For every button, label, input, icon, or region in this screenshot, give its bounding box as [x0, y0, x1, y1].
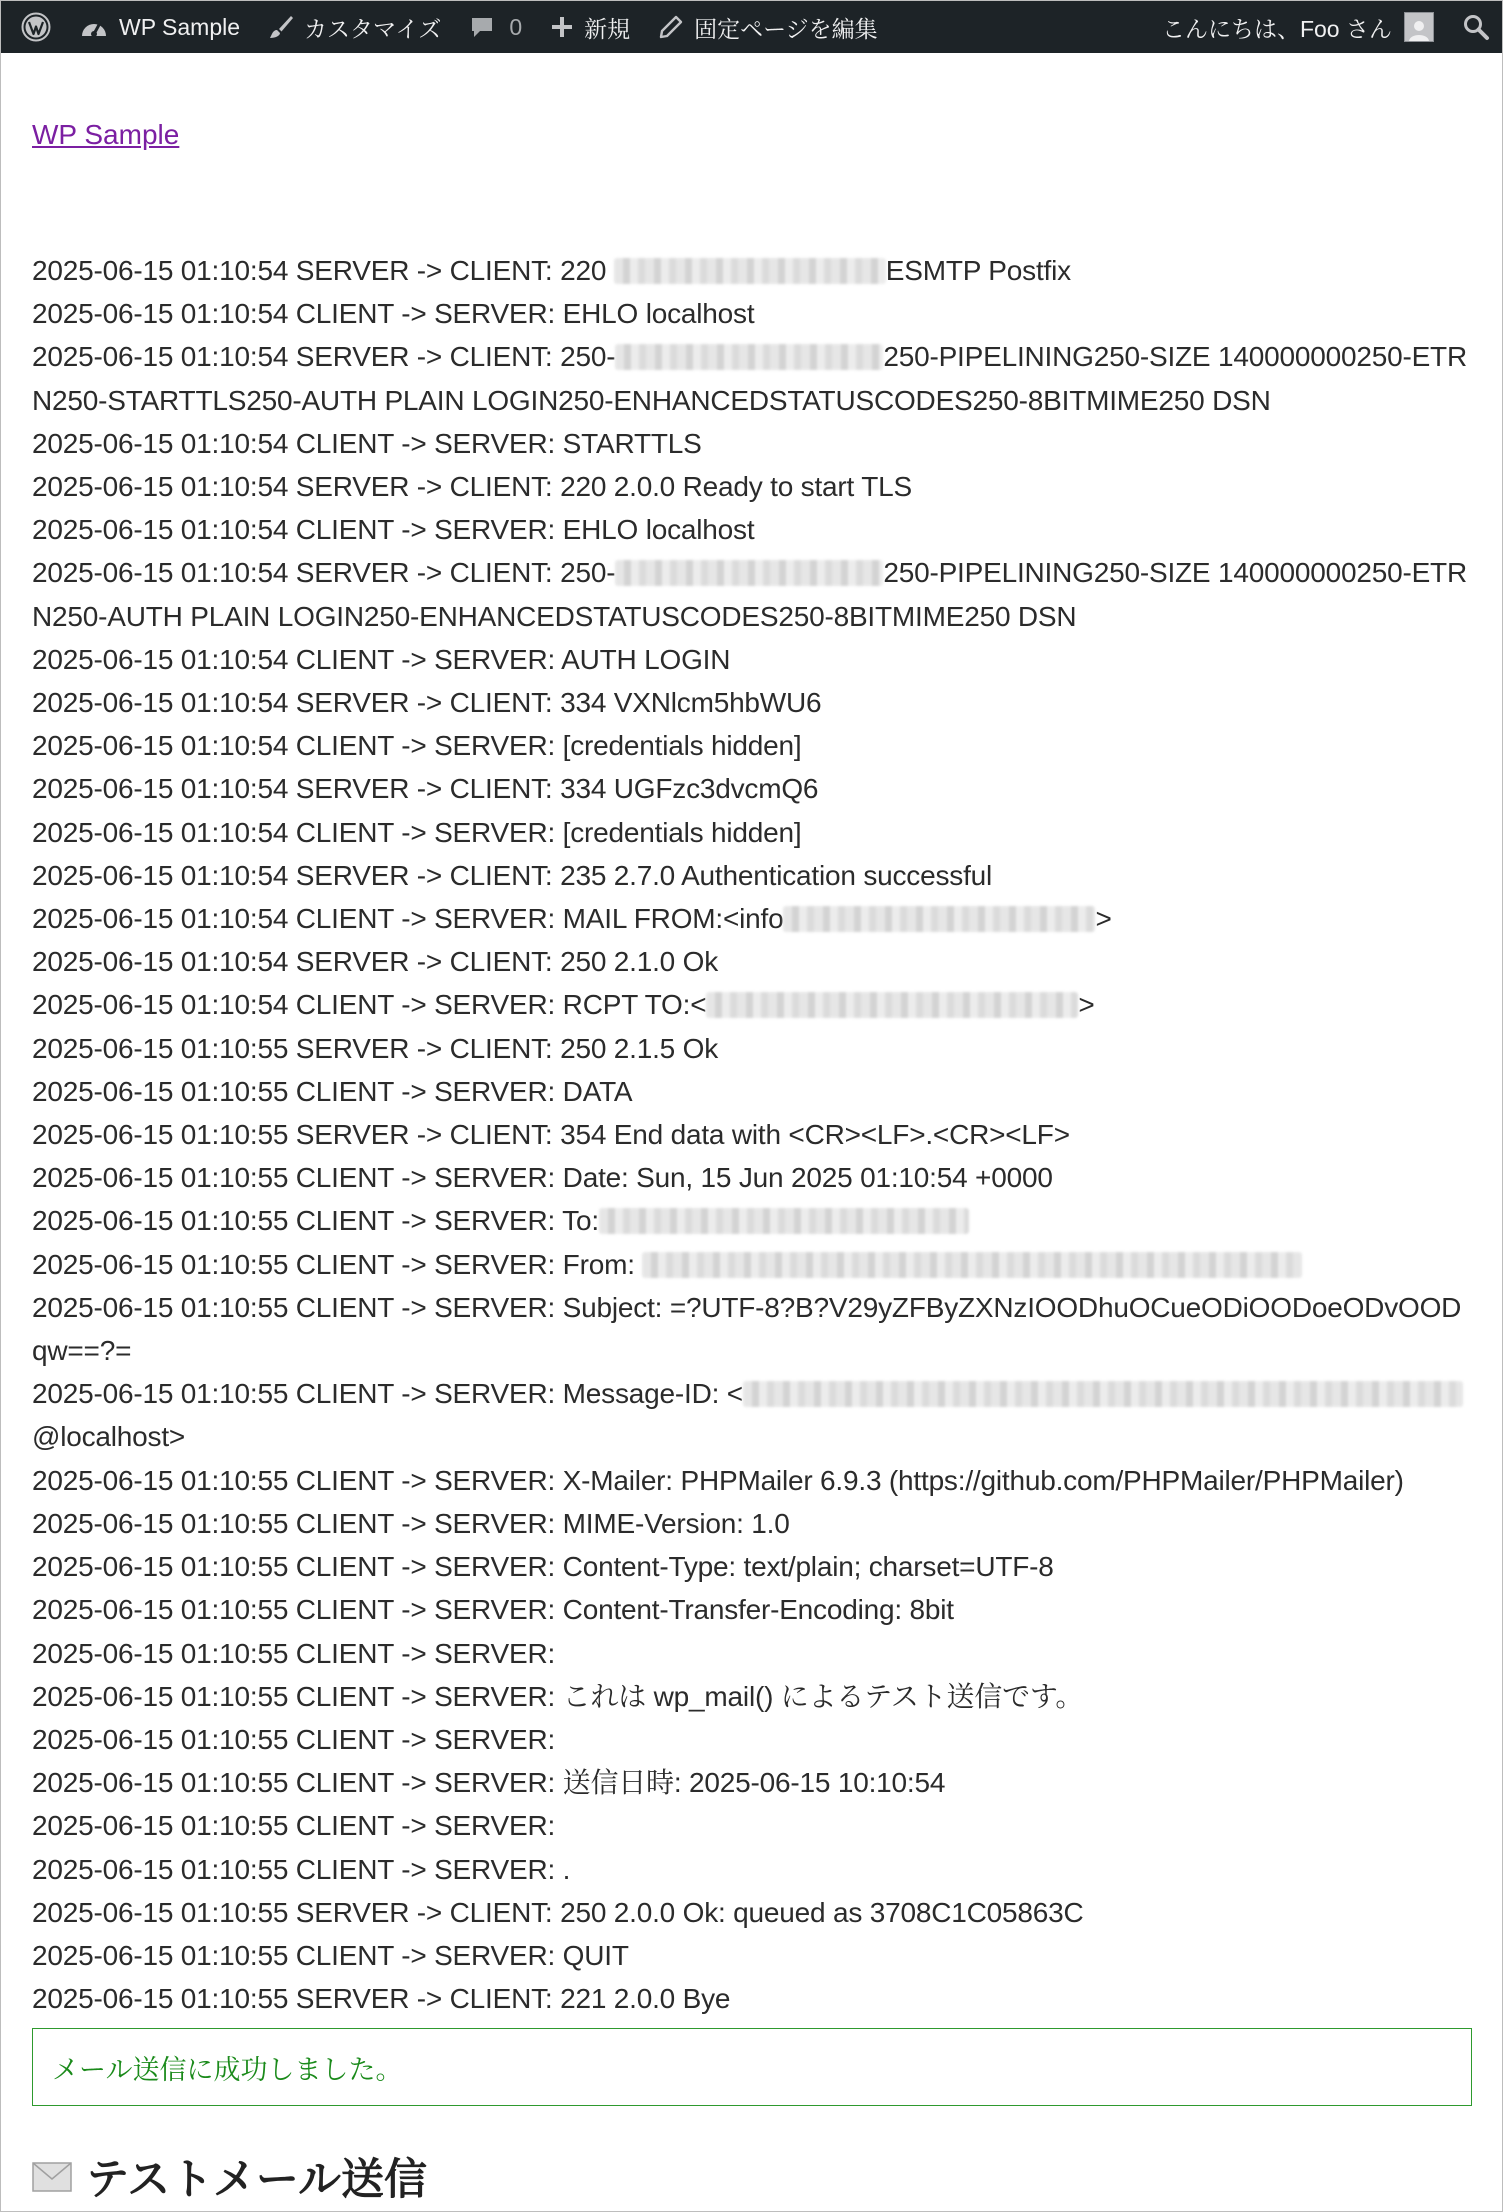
log-line — [32, 1199, 1472, 1242]
log-line — [32, 1372, 1472, 1458]
log-line — [32, 1632, 1472, 1675]
log-line — [32, 1977, 1472, 2020]
log-line — [32, 1718, 1472, 1761]
paintbrush-icon — [268, 14, 294, 40]
log-line-text: 2025-06-15 01:10:55 SERVER -> CLIENT: 221 2.0.0 Bye — [32, 1983, 731, 2015]
log-line — [32, 508, 1472, 551]
log-line — [32, 335, 1472, 421]
log-line-text: 2025-06-15 01:10:54 CLIENT -> SERVER: [credentials hidden] — [32, 730, 802, 762]
log-line-suffix: > — [1095, 903, 1112, 935]
redacted-text — [642, 1252, 1302, 1278]
log-line — [32, 897, 1472, 940]
section-heading — [32, 2146, 1472, 2207]
log-line — [32, 1588, 1472, 1631]
log-line-suffix: > — [1078, 989, 1095, 1021]
log-line — [32, 465, 1472, 508]
avatar — [1404, 12, 1434, 42]
log-line-text: 2025-06-15 01:10:55 CLIENT -> SERVER: DATA — [32, 1075, 633, 1107]
log-line — [32, 1286, 1472, 1372]
log-line-text: 2025-06-15 01:10:54 CLIENT -> SERVER: RCPT TO:< — [32, 989, 707, 1021]
log-line — [32, 1156, 1472, 1199]
log-line-text: 2025-06-15 01:10:54 SERVER -> CLIENT: 220 2.0.0 Ready to start TLS — [32, 471, 912, 503]
section-heading-text: テストメール送信 — [86, 2156, 427, 2205]
log-line — [32, 1804, 1472, 1847]
log-line — [32, 1891, 1472, 1934]
redacted-text — [615, 560, 883, 586]
log-line-text: 2025-06-15 01:10:55 CLIENT -> SERVER: Content-Transfer-Encoding: 8bit — [32, 1594, 954, 1626]
pencil-icon — [658, 14, 684, 40]
log-line — [32, 422, 1472, 465]
log-line-text: 2025-06-15 01:10:54 CLIENT -> SERVER: EHLO localhost — [32, 298, 755, 330]
comments-menu[interactable] — [455, 1, 536, 53]
log-line — [32, 940, 1472, 983]
log-line-text: 2025-06-15 01:10:54 SERVER -> CLIENT: 235 2.7.0 Authentication successful — [32, 859, 993, 891]
redacted-text — [615, 344, 883, 370]
log-line-text: 2025-06-15 01:10:55 CLIENT -> SERVER: これは wp_mail() によるテスト送信です。 — [32, 1680, 1084, 1712]
log-line-suffix: ESMTP Postfix — [885, 255, 1071, 286]
log-line-suffix: 250-PIPELINING250-SIZE 140000000250-ETRN250-AUTH PLAIN LOGIN250-ENHANCEDSTATUSCODES250-8BITMIME250 DSN — [32, 557, 1467, 632]
redacted-text — [783, 906, 1095, 932]
log-line-text: 2025-06-15 01:10:55 CLIENT -> SERVER: Subject: =?UTF-8?B?V29yZFByZXNzIOODhuOCueODiOODoeODvOODqw==?= — [32, 1291, 1462, 1367]
log-line-text: 2025-06-15 01:10:54 SERVER -> CLIENT: 334 VXNlcm5hbWU6 — [32, 687, 822, 719]
log-line-text: 2025-06-15 01:10:54 SERVER -> CLIENT: 250 2.1.0 Ok — [32, 946, 719, 978]
log-line-text: 2025-06-15 01:10:55 CLIENT -> SERVER: X-Mailer: PHPMailer 6.9.3 (https://github.com/PHPMailer/PHPMailer) — [32, 1464, 1404, 1496]
log-line-text: 2025-06-15 01:10:54 SERVER -> CLIENT: 220 — [32, 255, 614, 286]
wordpress-logo-menu[interactable] — [7, 1, 65, 53]
log-line-suffix: 250-PIPELINING250-SIZE 140000000250-ETRN250-STARTTLS250-AUTH PLAIN LOGIN250-ENHANCEDSTATUSCODES250-8BITMIME250 DSN — [32, 341, 1467, 416]
new-content-menu[interactable] — [536, 1, 644, 53]
my-account-menu[interactable] — [1148, 1, 1448, 53]
log-line — [32, 1070, 1472, 1113]
log-line-text: 2025-06-15 01:10:54 SERVER -> CLIENT: 334 UGFzc3dvcmQ6 — [32, 773, 819, 805]
log-line-text: 2025-06-15 01:10:55 CLIENT -> SERVER: To: — [32, 1205, 599, 1237]
success-notice — [32, 2028, 1472, 2106]
greeting-label: こんにちは、Foo さん — [1161, 15, 1392, 42]
log-line-text: 2025-06-15 01:10:54 CLIENT -> SERVER: AUTH LOGIN — [32, 643, 731, 675]
plus-icon — [550, 15, 574, 39]
redacted-text — [743, 1381, 1463, 1407]
log-line-text: 2025-06-15 01:10:55 CLIENT -> SERVER: 送信日時: 2025-06-15 10:10:54 — [32, 1767, 946, 1799]
search-menu[interactable] — [1448, 1, 1496, 53]
site-name-menu[interactable] — [65, 1, 254, 53]
log-line-text: 2025-06-15 01:10:54 CLIENT -> SERVER: [credentials hidden] — [32, 816, 802, 848]
log-line-text: 2025-06-15 01:10:55 SERVER -> CLIENT: 250 2.1.5 Ok — [32, 1032, 719, 1064]
log-line — [32, 1027, 1472, 1070]
log-line-text: 2025-06-15 01:10:55 SERVER -> CLIENT: 250 2.0.0 Ok: queued as 3708C1C05863C — [32, 1896, 1084, 1928]
admin-bar — [1, 1, 1502, 53]
log-line — [32, 551, 1472, 637]
comment-bubble-icon — [469, 14, 495, 40]
log-line-text: 2025-06-15 01:10:54 CLIENT -> SERVER: MAIL FROM:<info — [32, 903, 784, 935]
log-line — [32, 681, 1472, 724]
log-line-text: 2025-06-15 01:10:54 CLIENT -> SERVER: EHLO localhost — [32, 514, 755, 546]
log-line — [32, 983, 1472, 1026]
redacted-text — [614, 258, 886, 284]
log-line — [32, 1502, 1472, 1545]
log-line-text: 2025-06-15 01:10:55 CLIENT -> SERVER: QUIT — [32, 1939, 629, 1971]
log-line — [32, 1545, 1472, 1588]
log-line-suffix: @localhost> — [32, 1421, 186, 1453]
log-line-text: 2025-06-15 01:10:55 CLIENT -> SERVER: — [32, 1637, 556, 1669]
log-line-text: 2025-06-15 01:10:55 CLIENT -> SERVER: — [32, 1723, 556, 1755]
customize-menu[interactable] — [254, 1, 455, 53]
log-line-text: 2025-06-15 01:10:55 SERVER -> CLIENT: 354 End data with <CR><LF>.<CR><LF> — [32, 1119, 1070, 1151]
log-line-text: 2025-06-15 01:10:54 CLIENT -> SERVER: STARTTLS — [32, 427, 702, 459]
redacted-text — [706, 992, 1078, 1018]
log-line — [32, 292, 1472, 335]
new-label: 新規 — [584, 15, 631, 42]
log-line — [32, 1934, 1472, 1977]
main-content — [1, 53, 1502, 2207]
edit-page-label: 固定ページを編集 — [694, 15, 878, 42]
log-line — [32, 1761, 1472, 1804]
log-line — [32, 854, 1472, 897]
site-name-label: WP Sample — [119, 13, 241, 40]
log-line-text: 2025-06-15 01:10:54 SERVER -> CLIENT: 250- — [32, 341, 616, 373]
log-line-text: 2025-06-15 01:10:54 SERVER -> CLIENT: 250- — [32, 557, 616, 589]
log-line — [32, 1675, 1472, 1718]
edit-page-menu[interactable] — [644, 1, 892, 53]
log-line-text: 2025-06-15 01:10:55 CLIENT -> SERVER: — [32, 1810, 556, 1842]
log-line-text: 2025-06-15 01:10:55 CLIENT -> SERVER: MIME-Version: 1.0 — [32, 1507, 790, 1539]
log-line-text: 2025-06-15 01:10:55 CLIENT -> SERVER: Content-Type: text/plain; charset=UTF-8 — [32, 1551, 1054, 1583]
search-icon — [1462, 13, 1490, 41]
log-line-text: 2025-06-15 01:10:55 CLIENT -> SERVER: Date: Sun, 15 Jun 2025 01:10:54 +0000 — [32, 1162, 1053, 1194]
log-line — [32, 767, 1472, 810]
log-line — [32, 638, 1472, 681]
log-line — [32, 1848, 1472, 1891]
dashboard-gauge-icon — [79, 14, 109, 40]
log-line — [32, 724, 1472, 767]
envelope-icon — [32, 2162, 72, 2192]
site-title-link[interactable]: WP Sample — [32, 119, 180, 150]
log-line — [32, 1243, 1472, 1286]
customize-label: カスタマイズ — [304, 15, 442, 42]
log-line-text: 2025-06-15 01:10:55 CLIENT -> SERVER: . — [32, 1853, 571, 1885]
smtp-debug-log — [32, 249, 1472, 2020]
log-line — [32, 811, 1472, 854]
log-line-text: 2025-06-15 01:10:55 CLIENT -> SERVER: From: — [32, 1248, 643, 1280]
success-message: メール送信に成功しました。 — [52, 2054, 403, 2085]
log-line-text: 2025-06-15 01:10:55 CLIENT -> SERVER: Message-ID: < — [32, 1378, 743, 1410]
redacted-text — [599, 1208, 969, 1234]
log-line — [32, 1113, 1472, 1156]
log-line — [32, 249, 1472, 292]
log-line — [32, 1459, 1472, 1502]
comments-count: 0 — [509, 13, 523, 40]
wordpress-logo-icon — [21, 12, 51, 42]
